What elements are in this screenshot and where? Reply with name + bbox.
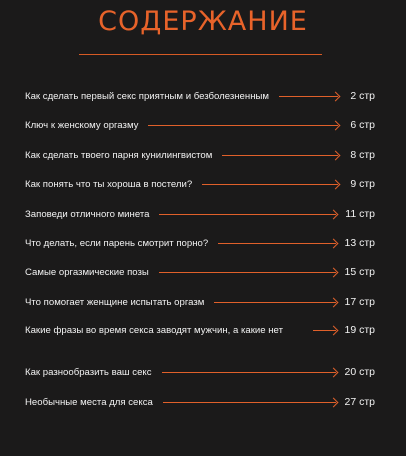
toc-entry-page: 13 стр [344, 237, 375, 249]
toc-entry-page: 9 стр [350, 178, 375, 190]
toc-entry-page: 2 стр [350, 90, 375, 102]
arrow-right-icon [159, 268, 337, 277]
toc-entry-page: 20 стр [344, 366, 375, 378]
toc-entry[interactable] [25, 149, 375, 162]
toc-entry[interactable] [25, 366, 375, 379]
toc-entry-page: 6 стр [350, 119, 375, 131]
toc-entry-page: 19 стр [344, 324, 375, 336]
toc-entry-label: Как разнообразить ваш секс [25, 367, 152, 378]
toc-entry-label: Как сделать твоего парня кунилингвистом [25, 150, 213, 161]
arrow-right-icon [159, 210, 337, 219]
arrow-right-icon [162, 368, 337, 377]
toc-entry-label: Что делать, если парень смотрит порно? [25, 238, 209, 249]
arrow-right-icon [218, 239, 336, 248]
toc-entry-page: 11 стр [345, 208, 375, 220]
toc-entry-label: Заповеди отличного минета [25, 209, 150, 220]
toc-entry-label: Необычные места для секса [25, 397, 153, 408]
arrow-right-icon [202, 180, 339, 189]
toc-entry[interactable] [25, 266, 375, 279]
toc-entry-page: 17 стр [344, 296, 375, 308]
toc-entry-label: Что помогает женщине испытать оргазм [25, 297, 205, 308]
toc-entry-page: 8 стр [350, 149, 375, 161]
toc-entry[interactable] [25, 119, 375, 132]
arrow-right-icon [279, 92, 339, 101]
toc-entry[interactable] [25, 237, 375, 250]
toc-entry-label: Как сделать первый секс приятным и безболезненным [25, 91, 269, 102]
toc-entry[interactable] [25, 396, 375, 409]
arrow-right-icon [313, 326, 337, 335]
toc-entry-label: Ключ к женскому оргазму [25, 120, 139, 131]
toc-entry-page: 27 стр [344, 396, 375, 408]
arrow-right-icon [163, 398, 337, 407]
toc-entry-page: 15 стр [344, 266, 375, 278]
toc-entry-label: Самые оргазмические позы [25, 267, 149, 278]
toc-entry-label: Какие фразы во время секса заводят мужчин, а какие нет [25, 325, 283, 336]
toc-entry[interactable] [25, 208, 375, 221]
toc-entry[interactable] [25, 324, 375, 337]
arrow-right-icon [148, 121, 339, 130]
title-underline [79, 54, 322, 55]
toc-entry[interactable] [25, 90, 375, 103]
toc-entry-label: Как понять что ты хороша в постели? [25, 179, 193, 190]
toc-entry[interactable] [25, 178, 375, 191]
arrow-right-icon [214, 298, 336, 307]
page-title: СОДЕРЖАНИЕ [98, 6, 308, 37]
arrow-right-icon [222, 151, 339, 160]
toc-entry[interactable] [25, 296, 375, 309]
